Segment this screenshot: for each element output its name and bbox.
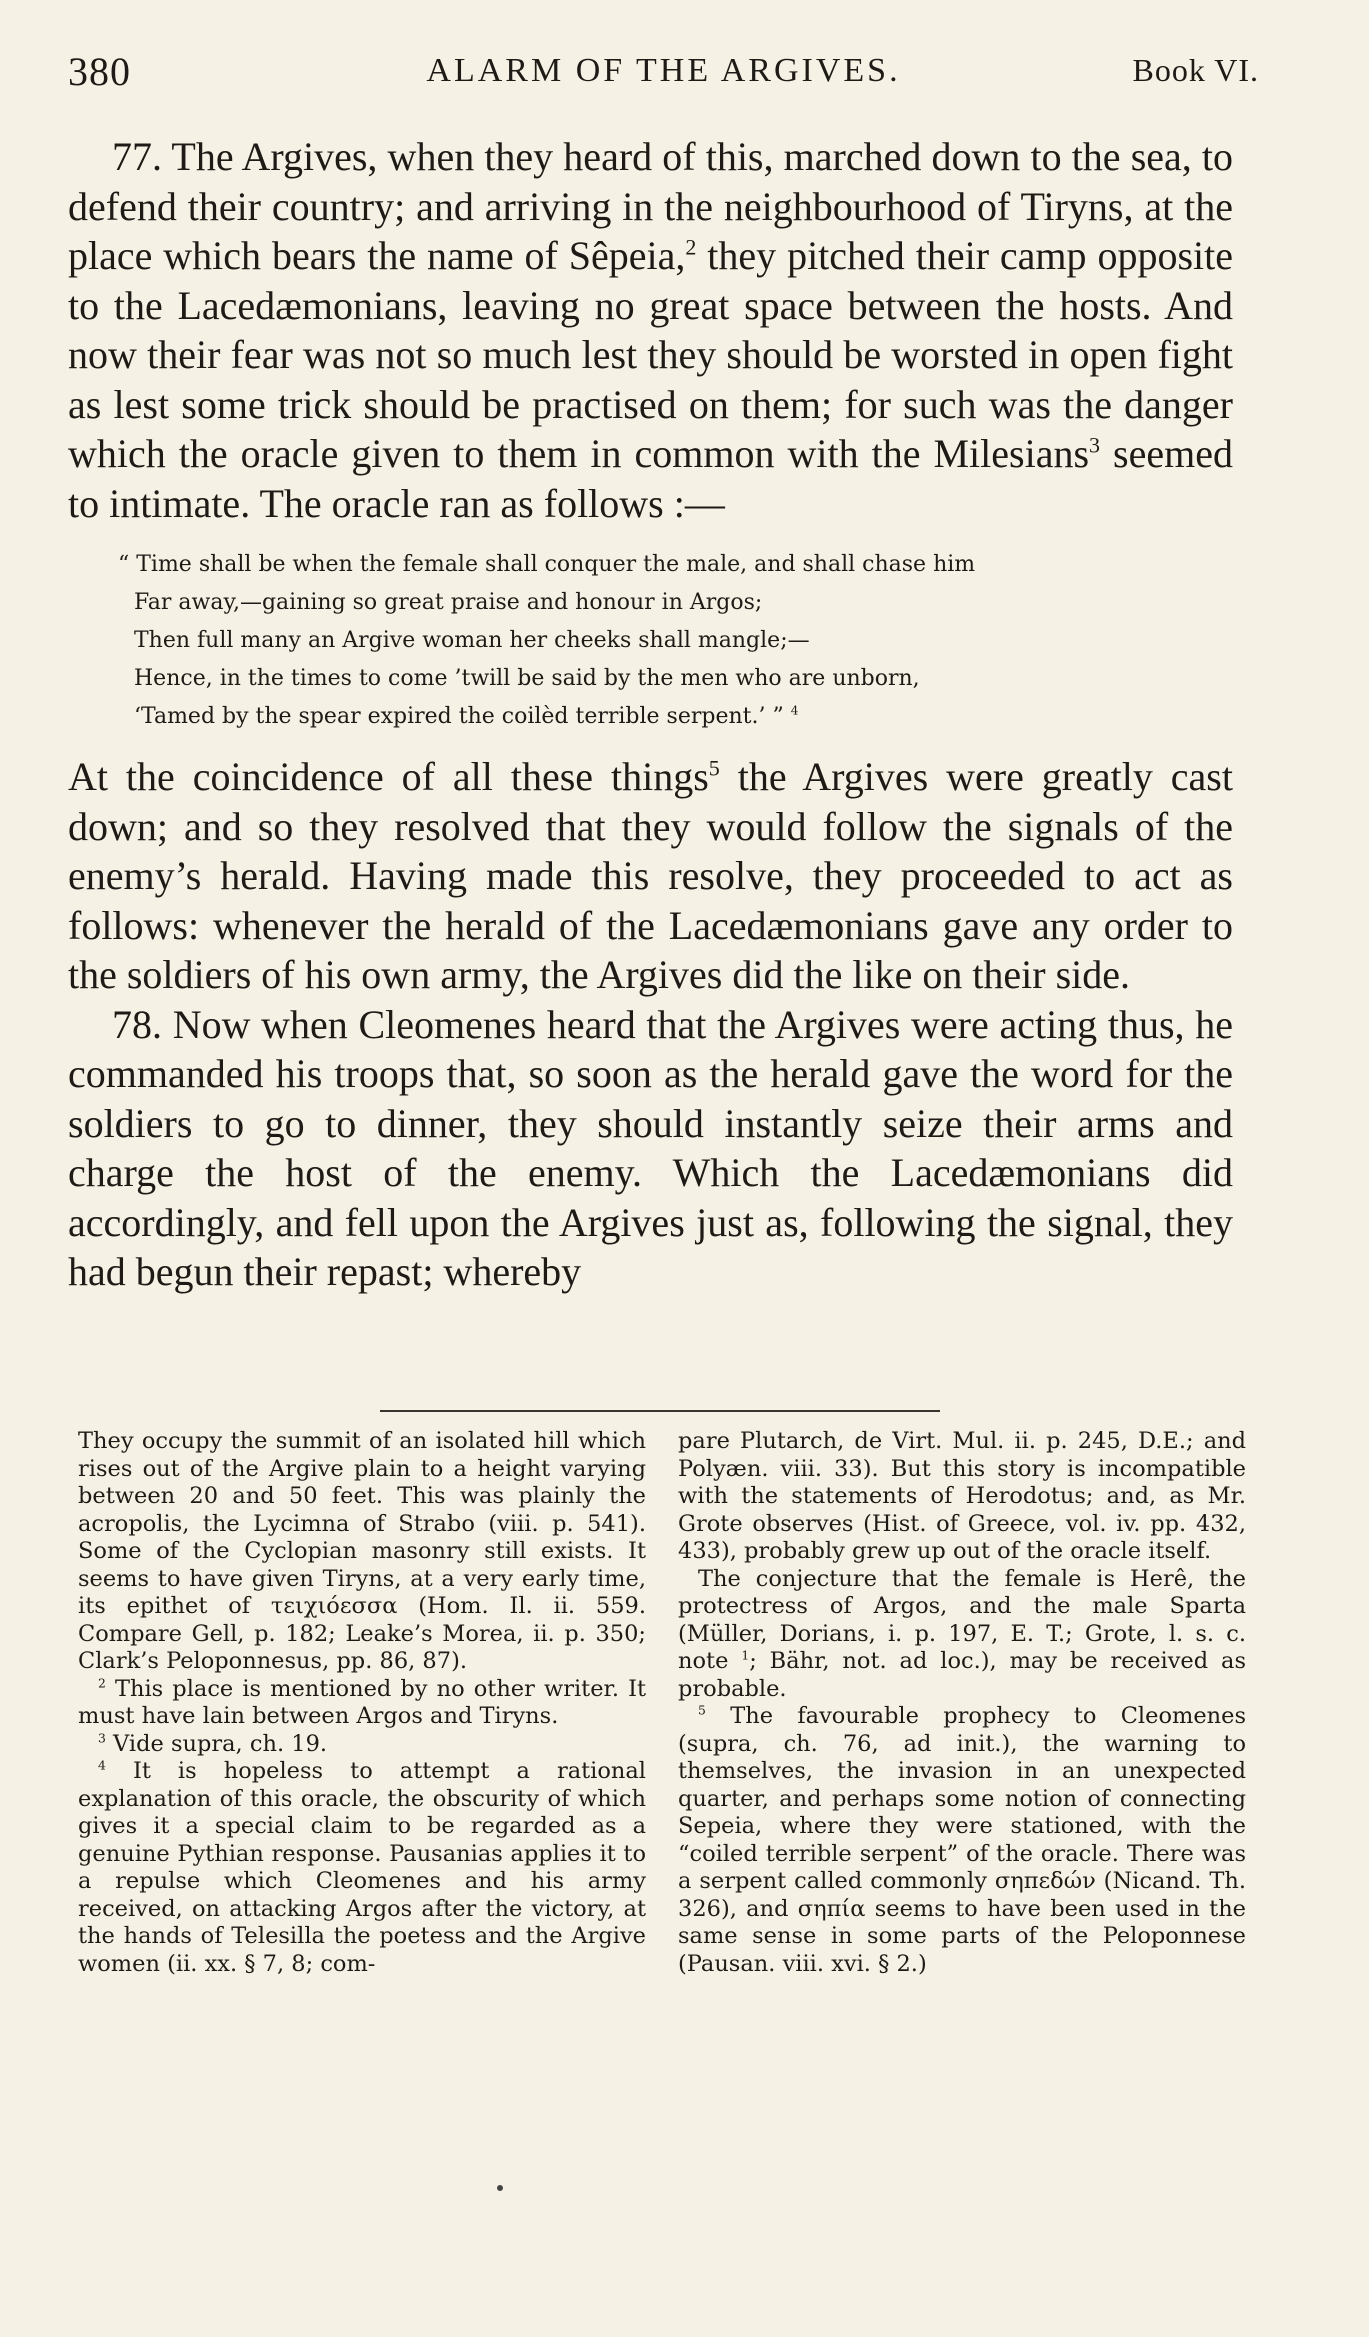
running-header (68, 48, 1259, 98)
footnote-conjecture: The conjecture that the female is Herê, the protectress of Argos, and the male Sparta (Müller, Dorians, i. p. 197, E. T.; Grote, l. s. c. note $^1$; Bähr, not. ad loc.), may be received as probable. (678, 1565, 1247, 1702)
paragraph-after-oracle: At the coincidence of all these things$^5$ the Argives were greatly cast down; and so they resolved that they would follow the signals of the enemy’s herald. Having made this resolve, they proceeded to act as follows: whenever the herald of the Lacedæmonians gave any order to the soldiers of his own army, the Argives did the like on their side. (68, 754, 1233, 997)
footnotes-left-column (78, 1428, 646, 1978)
main-text (68, 132, 1233, 1297)
book-label: Book VI. (1132, 52, 1259, 88)
footnote-2: $^2$ This place is mentioned by no other writer. It must have lain between Argos and Tiryns. (78, 1675, 646, 1729)
footnote-3: $^3$ Vide supra, ch. 19. (98, 1730, 328, 1757)
chapter-77-paragraph: 77. The Argives, when they heard of this, marched down to the sea, to defend their country; and arriving in the neighbourhood of Tiryns, at the place which bears the name of Sêpeia,$^2$ they pitched their camp opposite to the Lacedæmonians, leaving no great space between the hosts. And now their fear was not so much lest they should be worsted in open fight as lest some trick should be practised on them; for such was the danger which the oracle given to them in common with the Milesians$^3$ seemed to intimate. The oracle ran as follows :— (68, 134, 1233, 526)
chapter-78-paragraph: 78. Now when Cleomenes heard that the Argives were acting thus, he commanded his troops that, so soon as the herald gave the word for the soldiers to go to dinner, they should instantly seize their arms and charge the host of the enemy. Which the Lacedæmonians did accordingly, and fell upon the Argives just as, following the signal, they had begun their repast; whereby (68, 1001, 1233, 1294)
footnote-5: $^5$ The favourable prophecy to Cleomenes (supra, ch. 76, ad init.), the warning to themselves, the invasion in an unexpected quarter, and perhaps some notion of connecting Sepeia, where they were stationed, with the “coiled terrible serpent” of the oracle. There was a serpent called commonly σηπεδών (Nicand. Th. 326), and σηπία seems to have been used in the same sense in some parts of the Peloponnese (Pausan. viii. xvi. § 2.) (678, 1703, 1246, 1977)
oracle-verse (68, 546, 1233, 736)
footnotes-right-column (678, 1428, 1246, 1978)
page-speck (497, 2185, 503, 2191)
verse-line: “ Time shall be when the female shall conquer the male, and shall chase him (118, 552, 976, 577)
footnote-ref-2: 2 (685, 234, 697, 260)
footnote-4-continuation: pare Plutarch, de Virt. Mul. ii. p. 245, D.E.; and Polyæn. viii. 33). But this story is incompatible with the statements of Herodotus; and, as Mr. Grote observes (Hist. of Greece, vol. iv. pp. 432, 433), probably grew up out of the oracle itself. (678, 1428, 1246, 1564)
footnote-ref-5: 5 (708, 755, 720, 781)
verse-line: Then full many an Argive woman her cheeks shall mangle;— (134, 628, 810, 653)
footnote-ref-3: 3 (1089, 432, 1101, 458)
footnote-4: $^4$ It is hopeless to attempt a rational explanation of this oracle, the obscurity of which gives it a special claim to be regarded as a genuine Pythian response. Pausanias applies it to a repulse which Cleomenes and his army received, on attacking Argos after the victory, at the hands of Telesilla the poetess and the Argive women (ii. xx. § 7, 8; com- (78, 1758, 646, 1977)
footnote-continuation: They occupy the summit of an isolated hill which rises out of the Argive plain to a height varying between 20 and 50 feet. This was plainly the acropolis, the Lycimna of Strabo (viii. p. 541). Some of the Cyclopian masonry still exists. It seems to have given Tiryns, at a very early time, its epithet of τειχιόεσσα (Hom. Il. ii. 559. Compare Gell, p. 182; Leake’s Morea, ii. p. 350; Clark’s Peloponnesus, pp. 86, 87). (78, 1428, 646, 1674)
page-number: 380 (68, 49, 131, 94)
footnote-ref-4: 4 (790, 703, 799, 718)
verse-line: Hence, in the times to come ’twill be said by the men who are unborn, (134, 666, 920, 691)
footnote-divider (380, 1410, 940, 1412)
verse-line: Far away,—gaining so great praise and honour in Argos; (134, 590, 763, 615)
running-title: ALARM OF THE ARGIVES. (426, 52, 901, 89)
verse-line: ‘Tamed by the spear expired the coilèd terrible serpent.’ ” $^4$ (134, 703, 799, 729)
